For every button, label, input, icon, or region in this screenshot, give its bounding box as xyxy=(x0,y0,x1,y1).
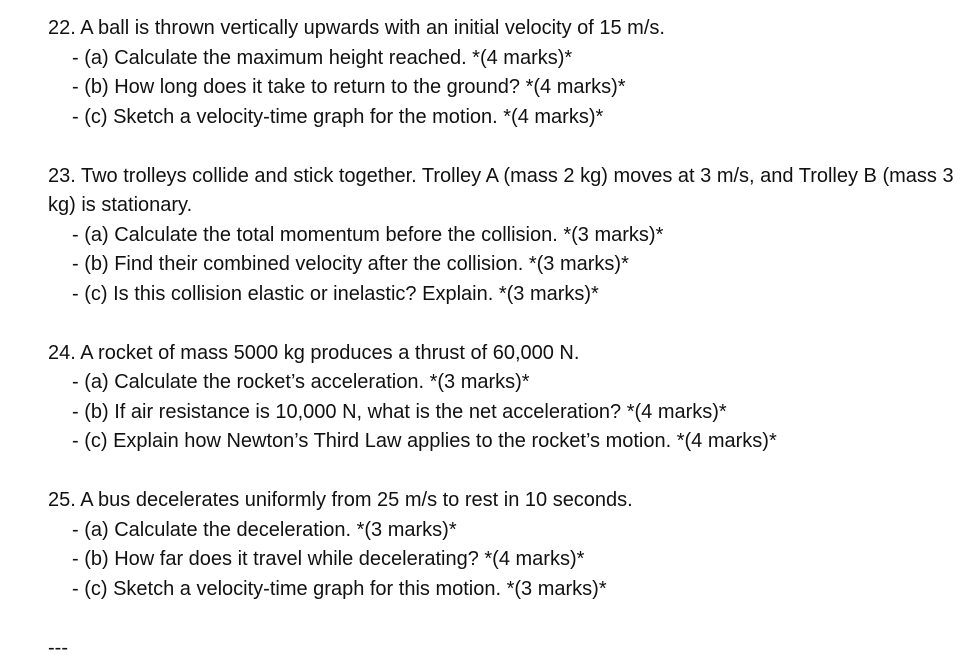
question-stem: 22. A ball is thrown vertically upwards with an initial velocity of 15 m/s. xyxy=(0,14,978,44)
question-part-c: - (c) Explain how Newton’s Third Law applies to the rocket’s motion. *(4 marks)* xyxy=(0,427,978,457)
question-part-a: - (a) Calculate the rocket’s acceleration. *(3 marks)* xyxy=(0,368,978,398)
question-22 xyxy=(0,14,978,132)
question-stem: 25. A bus decelerates uniformly from 25 m/s to rest in 10 seconds. xyxy=(0,486,978,516)
question-part-c: - (c) Sketch a velocity-time graph for this motion. *(3 marks)* xyxy=(0,575,978,605)
question-sheet xyxy=(0,14,978,663)
horizontal-rule-marker: --- xyxy=(0,634,978,663)
question-part-b: - (b) Find their combined velocity after the collision. *(3 marks)* xyxy=(0,250,978,280)
question-25 xyxy=(0,486,978,604)
question-part-b: - (b) If air resistance is 10,000 N, what is the net acceleration? *(4 marks)* xyxy=(0,398,978,428)
question-part-b: - (b) How far does it travel while decelerating? *(4 marks)* xyxy=(0,545,978,575)
question-part-c: - (c) Is this collision elastic or inelastic? Explain. *(3 marks)* xyxy=(0,280,978,310)
question-stem: 23. Two trolleys collide and stick together. Trolley A (mass 2 kg) moves at 3 m/s, and Trolley B (mass 3 kg) is stationary. xyxy=(0,162,978,221)
question-24 xyxy=(0,339,978,457)
question-part-a: - (a) Calculate the total momentum before the collision. *(3 marks)* xyxy=(0,221,978,251)
question-part-a: - (a) Calculate the maximum height reached. *(4 marks)* xyxy=(0,44,978,74)
question-stem: 24. A rocket of mass 5000 kg produces a thrust of 60,000 N. xyxy=(0,339,978,369)
question-part-a: - (a) Calculate the deceleration. *(3 marks)* xyxy=(0,516,978,546)
question-23 xyxy=(0,162,978,310)
question-part-b: - (b) How long does it take to return to the ground? *(4 marks)* xyxy=(0,73,978,103)
question-part-c: - (c) Sketch a velocity-time graph for the motion. *(4 marks)* xyxy=(0,103,978,133)
